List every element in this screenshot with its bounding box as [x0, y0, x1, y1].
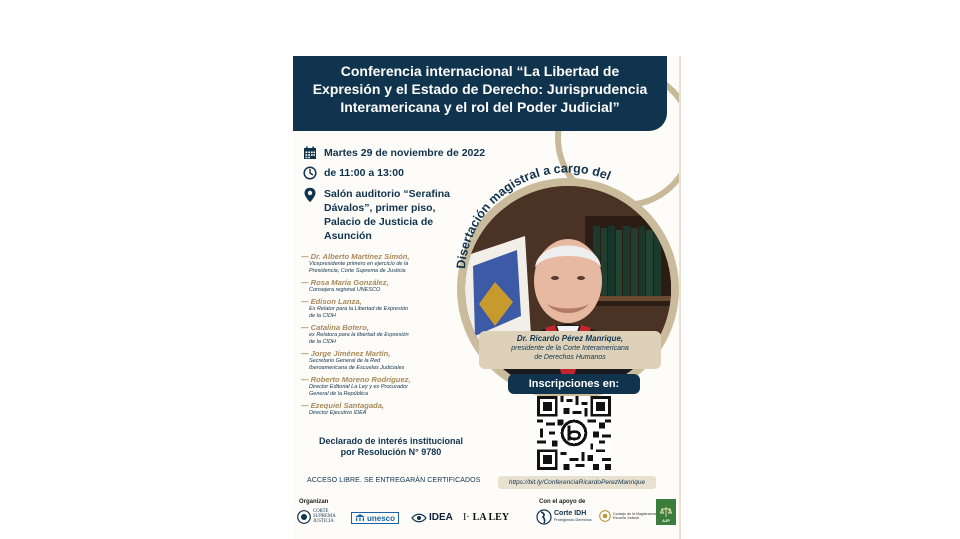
- csj-logo-text: JUSTICIA: [313, 519, 334, 524]
- panelist-name: Dr. Alberto Martínez Simón,: [310, 252, 410, 261]
- panelist-role: de la CIDH: [309, 313, 336, 319]
- corteidh-logo: [536, 509, 592, 525]
- americas-globe-icon: [536, 509, 552, 525]
- consejo-seal-icon: [599, 510, 611, 522]
- consejo-logo-text: Escuela Judicial: [613, 516, 639, 520]
- venue-line: Asunción: [324, 230, 372, 242]
- consejo-logo: [599, 510, 656, 522]
- panelist-role: ex Relatora para la libertad de Expresión: [309, 332, 409, 338]
- scales-icon: [660, 506, 672, 518]
- consejo-logo-text: Consejo de la Magistratura: [613, 511, 656, 516]
- speaker-caption: [479, 331, 661, 369]
- eye-icon: [411, 513, 427, 523]
- support-label: Con el apoyo de: [539, 499, 586, 505]
- conference-title-line-3: Interamericana y el rol del Poder Judicial”: [340, 99, 620, 115]
- speaker-role-line: de Derechos Humanos: [534, 354, 606, 361]
- free-access-note: ACCESO LIBRE. SE ENTREGARÁN CERTIFICADOS: [307, 477, 481, 484]
- panelist-role: Secretario General de la Red: [309, 358, 381, 364]
- panelist-role: de la CIDH: [309, 339, 336, 345]
- panelist-name: Jorge Jiménez Martín,: [310, 349, 391, 358]
- panelist-role: Consejera regional UNESCO: [309, 287, 381, 293]
- venue-line: Dávalos”, primer piso,: [324, 202, 436, 214]
- list-item: — Ezequiel Santagada, Director Ejecutivo IDEA: [301, 401, 471, 417]
- conference-title-line-1: Conferencia internacional “La Libertad de: [340, 63, 620, 79]
- panelist-role: Ex Relator para la Libertad de Expresión: [309, 306, 409, 312]
- corteidh-tagline: Protegiendo Derechos: [554, 518, 592, 522]
- csj-logo-text: SUPREMA: [313, 514, 336, 519]
- declaration-line: Declarado de interés institucional: [318, 436, 464, 446]
- registration-url[interactable]: https://bit.ly/ConferenciaRicardoPerezManrique: [498, 476, 656, 489]
- panelist-role: General de la República: [309, 391, 369, 397]
- event-time: de 11:00 a 13:00: [324, 167, 404, 179]
- laley-logo: [463, 512, 509, 523]
- venue-line: Salón auditorio “Serafina: [324, 188, 451, 200]
- registration-qr-code[interactable]: [537, 396, 611, 470]
- poster-edge: [679, 56, 681, 539]
- list-item: — Rosa María González, Consejera regional UNESCO: [301, 278, 471, 294]
- panelist-name: Rosa María González,: [310, 278, 389, 287]
- list-item: — Catalina Botero, ex Relatora para la libertad de Expresión de la CIDH: [301, 323, 471, 346]
- speaker-name: Dr. Ricardo Pérez Manrique,: [516, 334, 624, 343]
- location-pin-icon: [303, 187, 317, 203]
- event-time-row: [303, 166, 404, 180]
- list-item: — Roberto Moreno Rodríguez, Director Editorial La Ley y ex Procurador General de la República: [301, 375, 471, 398]
- institutional-declaration: [301, 436, 481, 458]
- csj-seal-icon: [297, 510, 311, 524]
- calendar-icon: [303, 146, 317, 160]
- conference-title-line-2: Expresión y el Estado de Derecho: Jurisprudencia: [312, 81, 648, 97]
- unesco-logo-text: unesco: [367, 513, 396, 523]
- laley-mark-icon: I·: [463, 512, 470, 523]
- event-venue: [324, 187, 450, 243]
- unesco-temple-icon: [355, 514, 365, 522]
- panelist-name: Roberto Moreno Rodríguez,: [310, 375, 411, 384]
- panelist-name: Catalina Botero,: [310, 323, 369, 332]
- registration-label: Inscripciones en:: [508, 374, 640, 394]
- ajp-logo-text: AJP: [662, 518, 670, 523]
- venue-line: Palacio de Justicia de: [324, 216, 434, 228]
- list-item: — Edison Lanza, Ex Relator para la Libertad de Expresión de la CIDH: [301, 297, 471, 320]
- csj-logo: [297, 509, 336, 524]
- speaker-role-line: presidente de la Corte Interamericana: [511, 345, 629, 352]
- list-item: — Jorge Jiménez Martín, Secretario General de la Red Iberoamericana de Escuelas Judiciales: [301, 349, 471, 372]
- idea-logo: [411, 512, 453, 523]
- panelist-name: Edison Lanza,: [310, 297, 362, 306]
- list-item: — Dr. Alberto Martínez Simón, Vicepresidente primero en ejercicio de la Presidencia, Corte Suprema de Justicia: [301, 252, 471, 275]
- panelist-name: Ezequiel Santagada,: [310, 401, 385, 410]
- poster-header: [293, 56, 667, 131]
- panelists-list: [301, 252, 471, 420]
- corteidh-logo-text: Corte IDH: [554, 510, 587, 517]
- event-venue-row: [303, 187, 450, 243]
- laley-logo-text: LA LEY: [472, 512, 510, 523]
- event-poster: [293, 56, 681, 539]
- idea-logo-text: IDEA: [429, 512, 453, 523]
- panelist-role: Presidencia, Corte Suprema de Justicia: [309, 268, 406, 274]
- csj-logo-text: CORTE: [313, 509, 329, 514]
- unesco-logo: [351, 512, 399, 524]
- keynote-arc-label: [443, 151, 681, 271]
- clock-icon: [303, 166, 317, 180]
- panelist-role: Vicepresidente primero en ejercicio de la: [309, 261, 409, 267]
- event-date: Martes 29 de noviembre de 2022: [324, 147, 486, 159]
- panelist-role: Director Editorial La Ley y ex Procurador: [309, 384, 409, 390]
- panelist-role: Iberoamericana de Escuelas Judiciales: [309, 365, 405, 371]
- svg-text:Disertación magistral a cargo: [454, 161, 613, 269]
- keynote-label-text: Disertación magistral a cargo del: [453, 161, 613, 270]
- declaration-line: por Resolución N° 9780: [340, 447, 442, 457]
- organizers-label: Organizan: [299, 499, 329, 505]
- ajp-logo: [656, 499, 676, 525]
- panelist-role: Director Ejecutivo IDEA: [309, 410, 367, 416]
